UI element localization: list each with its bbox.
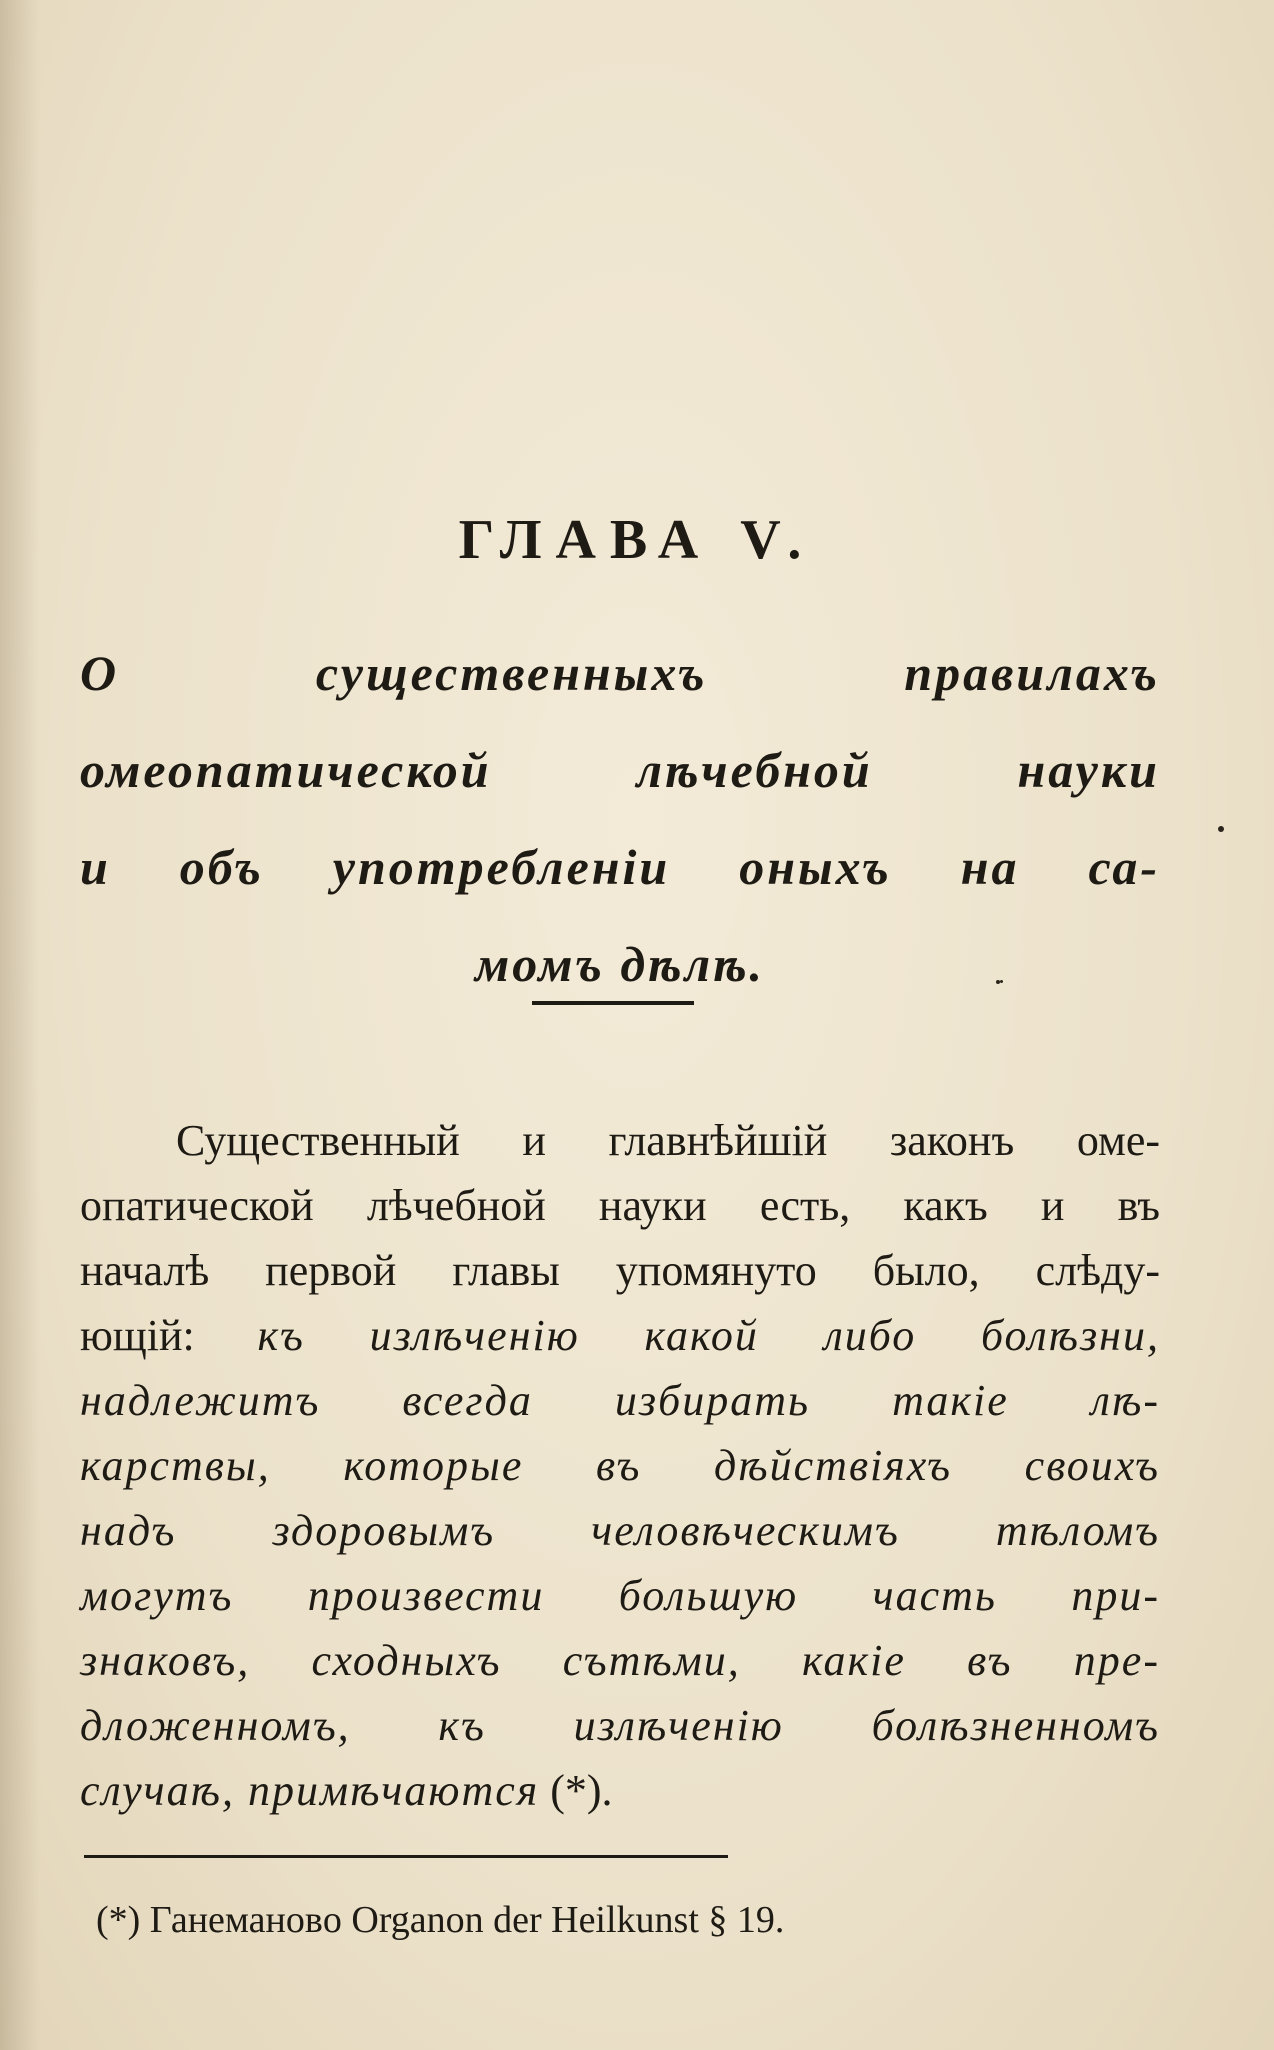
body-text-italic: случаѣ, примѣчаются xyxy=(80,1766,540,1815)
page-edge-shadow xyxy=(0,0,40,2050)
subtitle-line: О существенныхъ правилахъ xyxy=(80,645,1160,701)
speck xyxy=(1218,826,1224,832)
chapter-title: ГЛАВА V. xyxy=(458,509,816,571)
footnote-divider xyxy=(84,1855,728,1858)
body-line: опатической лѣчебной науки есть, какъ и въ xyxy=(80,1181,1160,1230)
body-text-plain: ющiй: xyxy=(80,1311,258,1360)
body-line: карствы, которые въ дѣйствiяхъ своихъ xyxy=(80,1441,1160,1490)
body-line: знаковъ, сходныхъ сътѣми, какiе въ пре- xyxy=(80,1636,1160,1685)
body-line: началѣ первой главы упомянуто было, слѣду- xyxy=(80,1246,1160,1295)
body-line: дложенномъ, къ излѣченiю болѣзненномъ xyxy=(80,1701,1160,1750)
body-paragraph xyxy=(80,1108,1160,1823)
body-line: могутъ произвести большую часть при- xyxy=(80,1571,1160,1620)
body-line xyxy=(80,1303,1160,1368)
subtitle-line: момъ дѣлѣ. xyxy=(474,936,766,992)
body-line: надлежитъ всегда избирать такiе лѣ- xyxy=(80,1376,1160,1425)
body-text-italic: къ излѣченiю какой либо болѣзни, xyxy=(257,1311,1160,1360)
body-line: надъ здоровымъ человѣческимъ тѣломъ xyxy=(80,1506,1160,1555)
body-line: Существенный и главнѣйшiй законъ оме- xyxy=(176,1116,1160,1165)
footnote: (*) Ганемановo Organon der Heilkunst § 19. xyxy=(96,1899,785,1941)
body-line xyxy=(80,1758,1160,1823)
subtitle-line: и объ употребленiи оныхъ на са- xyxy=(80,839,1160,895)
chapter-subtitle xyxy=(80,625,1160,1013)
title-divider xyxy=(532,1001,694,1005)
footnote-reference: (*). xyxy=(539,1766,613,1815)
subtitle-line: омеопатической лѣчебной науки xyxy=(80,742,1160,798)
